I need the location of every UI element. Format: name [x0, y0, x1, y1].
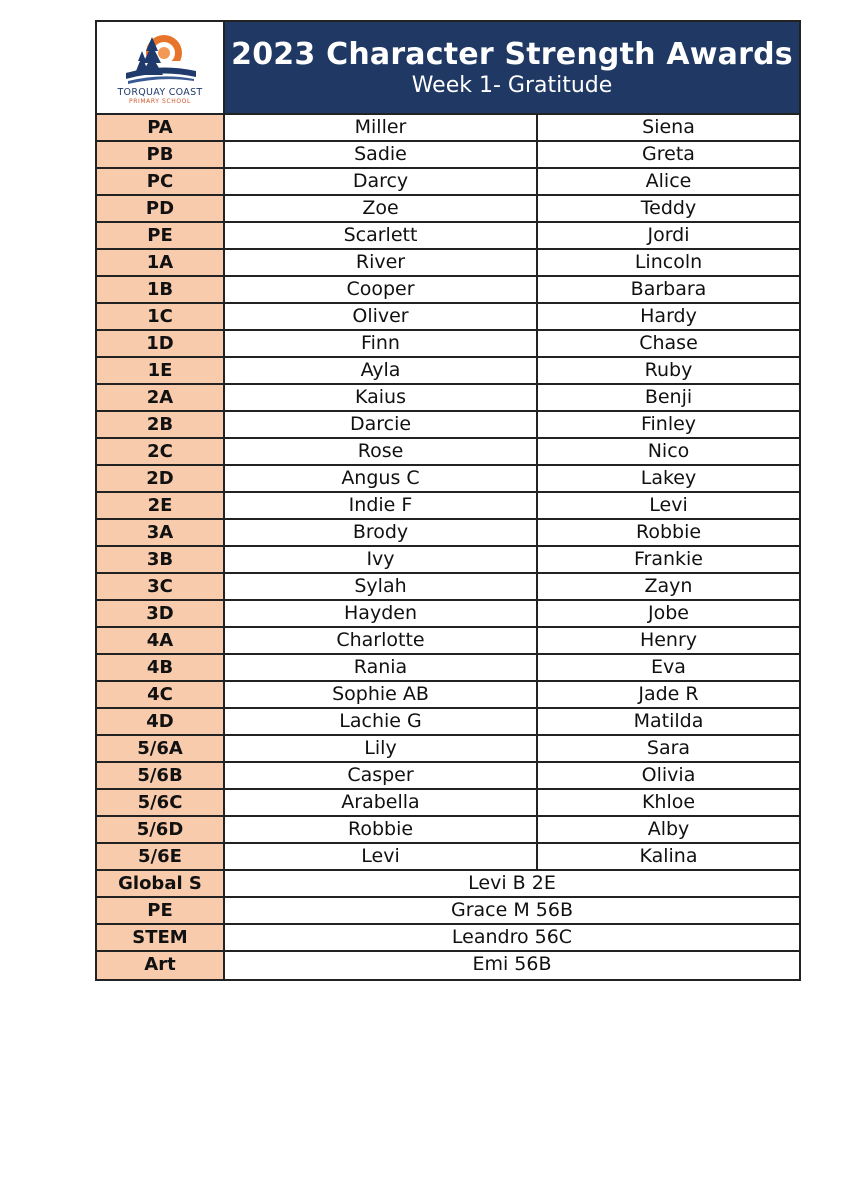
- student-name-2: Matilda: [633, 710, 704, 732]
- logo-school-sub: PRIMARY SCHOOL: [129, 97, 191, 105]
- table-row: [97, 412, 799, 439]
- student-name-1: Kaius: [225, 385, 538, 410]
- table-row: [97, 817, 799, 844]
- student-name-2: Lincoln: [634, 251, 703, 273]
- class-cell: PD: [97, 196, 225, 221]
- student-name-2: Alice: [645, 170, 692, 192]
- special-award-row: [97, 925, 799, 952]
- student-name-1: Lachie G: [225, 709, 538, 734]
- student-name-1: Angus C: [225, 466, 538, 491]
- award-category-cell: STEM: [97, 925, 225, 950]
- student-name-2: Zayn: [644, 575, 693, 597]
- student-name-2: Sara: [646, 737, 691, 759]
- table-row: [97, 601, 799, 628]
- table-row: [97, 790, 799, 817]
- table-row: [97, 331, 799, 358]
- award-recipient: Emi 56B: [472, 953, 552, 975]
- class-cell: 2C: [97, 439, 225, 464]
- table-row: [97, 493, 799, 520]
- class-cell: PE: [97, 223, 225, 248]
- class-cell: 4A: [97, 628, 225, 653]
- table-row: [97, 709, 799, 736]
- table-row: [97, 277, 799, 304]
- award-category-cell: PE: [97, 898, 225, 923]
- student-name-1: Sylah: [225, 574, 538, 599]
- student-name-1: Rania: [225, 655, 538, 680]
- student-name-2: Nico: [647, 440, 690, 462]
- class-cell: PC: [97, 169, 225, 194]
- table-row: [97, 115, 799, 142]
- table-row: [97, 763, 799, 790]
- class-cell: 3A: [97, 520, 225, 545]
- student-name-2: Eva: [651, 656, 686, 678]
- table-row: [97, 682, 799, 709]
- student-name-2: Chase: [639, 332, 698, 354]
- awards-table: [95, 20, 801, 981]
- table-row: [97, 466, 799, 493]
- student-name-1: Sadie: [225, 142, 538, 167]
- student-name-1: Charlotte: [225, 628, 538, 653]
- logo-school-name: TORQUAY COAST: [117, 86, 203, 98]
- class-cell: 2E: [97, 493, 225, 518]
- class-cell: 5/6C: [97, 790, 225, 815]
- class-cell: 5/6B: [97, 763, 225, 788]
- class-cell: 1B: [97, 277, 225, 302]
- table-body: [97, 115, 799, 979]
- class-cell: 1D: [97, 331, 225, 356]
- table-row: [97, 628, 799, 655]
- table-row: [97, 547, 799, 574]
- table-row: [97, 250, 799, 277]
- page-subtitle: Week 1- Gratitude: [411, 72, 613, 98]
- class-cell: 5/6A: [97, 736, 225, 761]
- table-row: [97, 304, 799, 331]
- student-name-2: Lakey: [640, 467, 697, 489]
- table-row: [97, 385, 799, 412]
- school-logo-icon: [120, 31, 200, 87]
- class-cell: 2D: [97, 466, 225, 491]
- class-cell: 2B: [97, 412, 225, 437]
- student-name-1: Ayla: [225, 358, 538, 383]
- table-row: [97, 844, 799, 871]
- student-name-2: Kalina: [639, 845, 698, 867]
- student-name-1: River: [225, 250, 538, 275]
- class-cell: 5/6E: [97, 844, 225, 869]
- table-row: [97, 169, 799, 196]
- table-row: [97, 196, 799, 223]
- student-name-1: Ivy: [225, 547, 538, 572]
- class-cell: 1A: [97, 250, 225, 275]
- student-name-1: Rose: [225, 439, 538, 464]
- student-name-1: Darcy: [225, 169, 538, 194]
- student-name-2: Ruby: [644, 359, 693, 381]
- student-name-2: Robbie: [635, 521, 702, 543]
- student-name-1: Miller: [225, 115, 538, 140]
- student-name-1: Indie F: [225, 493, 538, 518]
- student-name-1: Lily: [225, 736, 538, 761]
- table-row: [97, 574, 799, 601]
- student-name-2: Henry: [639, 629, 698, 651]
- student-name-1: Hayden: [225, 601, 538, 626]
- student-name-1: Zoe: [225, 196, 538, 221]
- class-cell: 1E: [97, 358, 225, 383]
- page-title: 2023 Character Strength Awards: [231, 36, 793, 72]
- student-name-2: Jordi: [647, 224, 690, 246]
- student-name-2: Hardy: [640, 305, 697, 327]
- special-award-row: [97, 871, 799, 898]
- class-cell: 4B: [97, 655, 225, 680]
- award-recipient: Leandro 56C: [451, 926, 573, 948]
- class-cell: 5/6D: [97, 817, 225, 842]
- student-name-2: Greta: [642, 143, 695, 165]
- student-name-2: Siena: [642, 116, 695, 138]
- student-name-1: Scarlett: [225, 223, 538, 248]
- student-name-2: Frankie: [633, 548, 703, 570]
- student-name-2: Olivia: [641, 764, 696, 786]
- table-row: [97, 358, 799, 385]
- student-name-2: Benji: [644, 386, 693, 408]
- student-name-2: Barbara: [630, 278, 707, 300]
- student-name-1: Robbie: [225, 817, 538, 842]
- table-row: [97, 223, 799, 250]
- title-block: [225, 22, 799, 113]
- student-name-1: Cooper: [225, 277, 538, 302]
- student-name-1: Sophie AB: [225, 682, 538, 707]
- student-name-1: Oliver: [225, 304, 538, 329]
- student-name-2: Jade R: [638, 683, 699, 705]
- special-award-row: [97, 898, 799, 925]
- student-name-2: Teddy: [640, 197, 697, 219]
- student-name-1: Darcie: [225, 412, 538, 437]
- table-row: [97, 655, 799, 682]
- table-row: [97, 736, 799, 763]
- student-name-1: Levi: [225, 844, 538, 869]
- student-name-2: Levi: [649, 494, 688, 516]
- special-award-row: [97, 952, 799, 979]
- table-row: [97, 439, 799, 466]
- student-name-1: Arabella: [225, 790, 538, 815]
- award-recipient: Levi B 2E: [468, 872, 556, 894]
- class-cell: PA: [97, 115, 225, 140]
- class-cell: 3D: [97, 601, 225, 626]
- student-name-2: Khloe: [641, 791, 696, 813]
- class-cell: 3B: [97, 547, 225, 572]
- table-row: [97, 142, 799, 169]
- class-cell: 3C: [97, 574, 225, 599]
- student-name-1: Finn: [225, 331, 538, 356]
- award-recipient: Grace M 56B: [451, 899, 573, 921]
- school-logo: [97, 22, 225, 113]
- table-row: [97, 520, 799, 547]
- student-name-1: Casper: [225, 763, 538, 788]
- class-cell: PB: [97, 142, 225, 167]
- award-category-cell: Art: [97, 952, 225, 979]
- student-name-2: Alby: [647, 818, 690, 840]
- class-cell: 2A: [97, 385, 225, 410]
- student-name-1: Brody: [225, 520, 538, 545]
- table-header: [97, 22, 799, 115]
- class-cell: 1C: [97, 304, 225, 329]
- student-name-2: Jobe: [648, 602, 689, 624]
- student-name-2: Finley: [640, 413, 697, 435]
- class-cell: 4D: [97, 709, 225, 734]
- class-cell: 4C: [97, 682, 225, 707]
- award-category-cell: Global S: [97, 871, 225, 896]
